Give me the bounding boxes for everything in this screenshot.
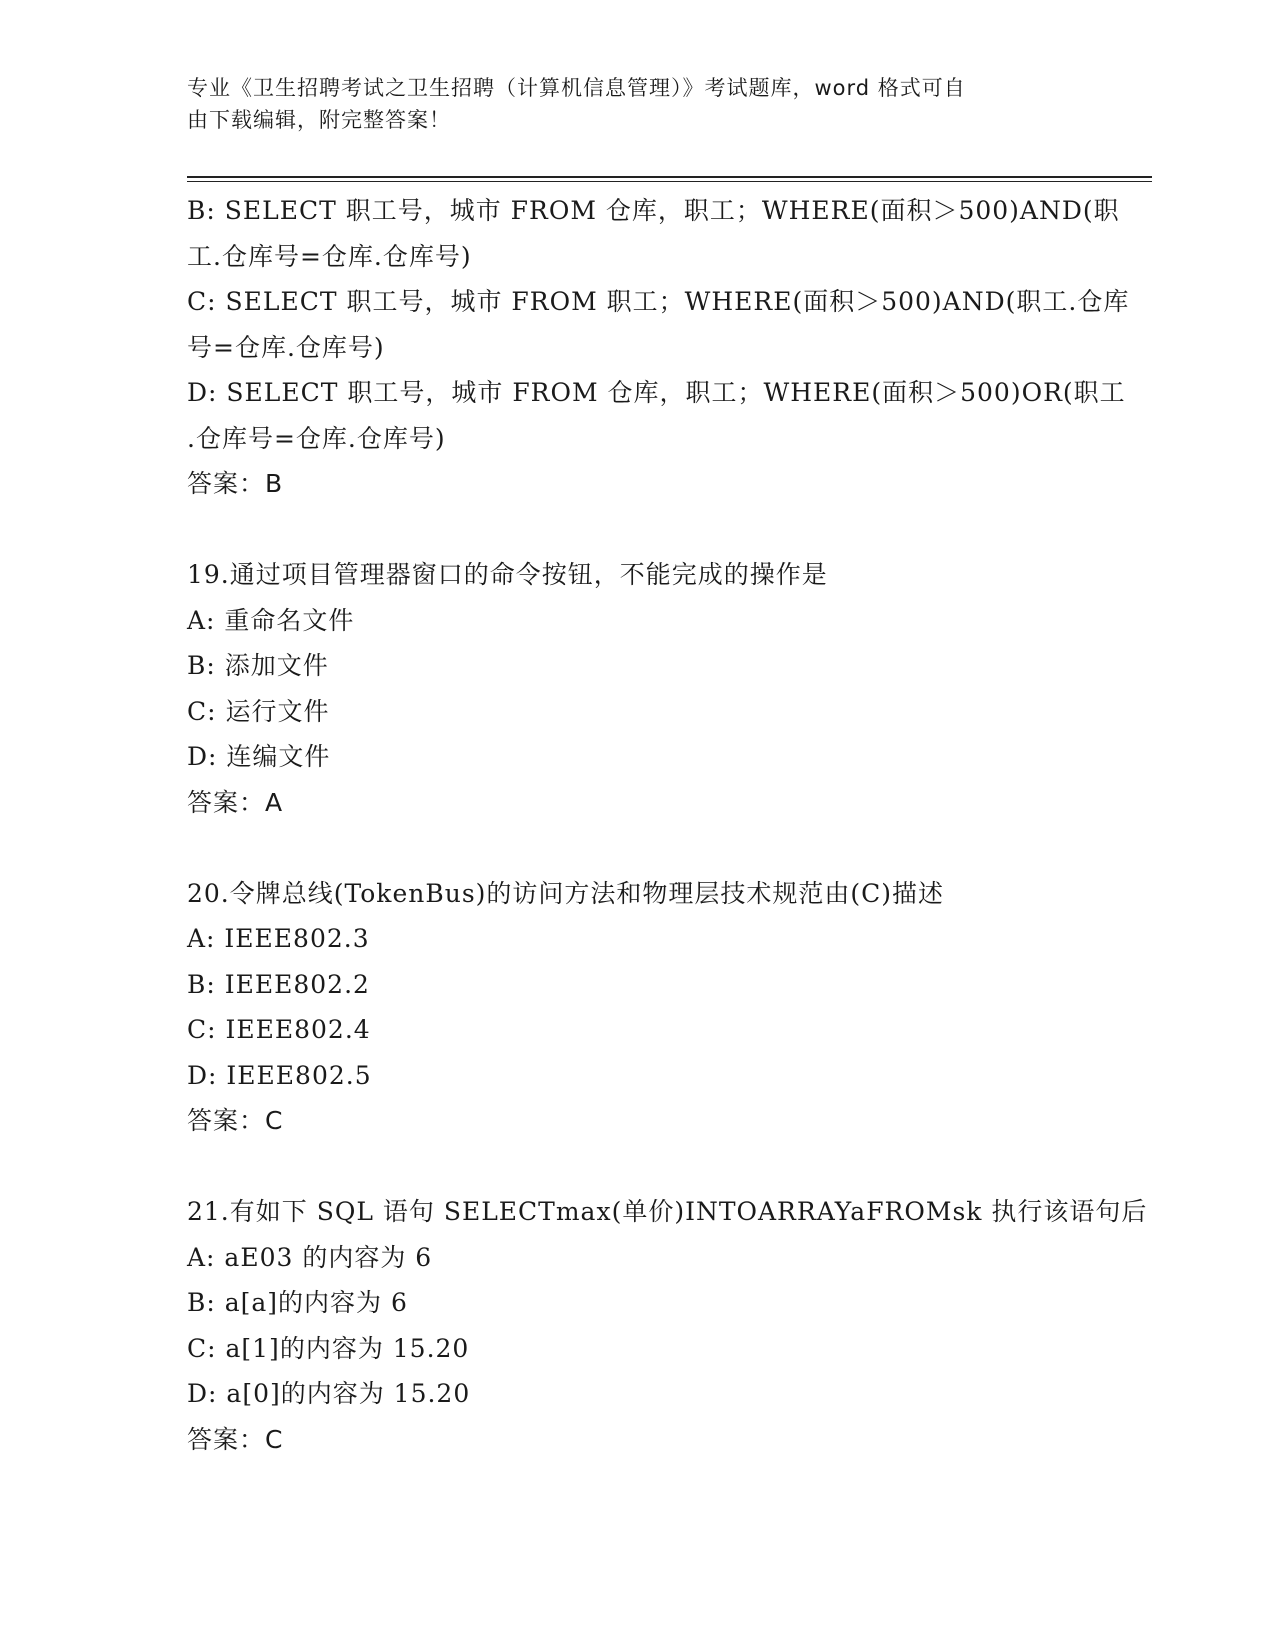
option-line: 号=仓库.仓库号) <box>187 332 385 362</box>
option-c: C: 运行文件 <box>187 696 330 726</box>
option-b: B: IEEE802.2 <box>187 969 370 999</box>
option-d: D: 连编文件 <box>187 742 331 771</box>
question-stem: 20.令牌总线(TokenBus)的访问方法和物理层技术规范由(C)描述 <box>187 878 945 908</box>
option-a: A: aE03 的内容为 6 <box>187 1242 433 1272</box>
document-header <box>187 72 1087 136</box>
option-line: B: SELECT 职工号，城市 FROM 仓库，职工；WHERE(面积＞500)AND(职 <box>187 196 1120 225</box>
spacer <box>187 1144 1087 1190</box>
answer-line: 答案：C <box>187 1424 284 1454</box>
question-fragment <box>187 188 1130 507</box>
option-a: A: IEEE802.3 <box>187 924 370 953</box>
header-divider-thin <box>187 181 1152 182</box>
header-divider-thick <box>187 176 1152 178</box>
option-c: C: a[1]的内容为 15.20 <box>187 1333 470 1363</box>
header-line-2: 由下载编辑，附完整答案！ <box>187 108 451 132</box>
spacer <box>187 825 1087 871</box>
answer-line: 答案：C <box>187 1106 284 1135</box>
answer-line: 答案：A <box>187 787 284 817</box>
header-line-1: 专业《卫生招聘考试之卫生招聘（计算机信息管理）》考试题库，word 格式可自 <box>187 76 966 100</box>
answer-line: 答案：B <box>187 469 284 498</box>
option-b: B: a[a]的内容为 6 <box>187 1288 408 1317</box>
option-d: D: IEEE802.5 <box>187 1060 372 1090</box>
option-c: C: IEEE802.4 <box>187 1015 371 1044</box>
option-line: C: SELECT 职工号，城市 FROM 职工；WHERE(面积＞500)AND(职工.仓库 <box>187 287 1130 316</box>
option-a: A: 重命名文件 <box>187 605 355 635</box>
question-body <box>187 188 1148 1462</box>
option-line: D: SELECT 职工号，城市 FROM 仓库，职工；WHERE(面积＞500)OR(职工 <box>187 378 1126 407</box>
option-d: D: a[0]的内容为 15.20 <box>187 1379 471 1408</box>
question-20 <box>187 871 1087 1144</box>
question-19 <box>187 552 1087 825</box>
question-stem: 19.通过项目管理器窗口的命令按钮，不能完成的操作是 <box>187 560 828 589</box>
question-21 <box>187 1189 1148 1462</box>
option-line: .仓库号=仓库.仓库号) <box>187 423 446 453</box>
spacer <box>187 507 1087 553</box>
option-b: B: 添加文件 <box>187 651 329 680</box>
option-line: 工.仓库号=仓库.仓库号) <box>187 241 472 271</box>
question-stem: 21.有如下 SQL 语句 SELECTmax(单价)INTOARRAYaFROMsk 执行该语句后 <box>187 1197 1148 1226</box>
